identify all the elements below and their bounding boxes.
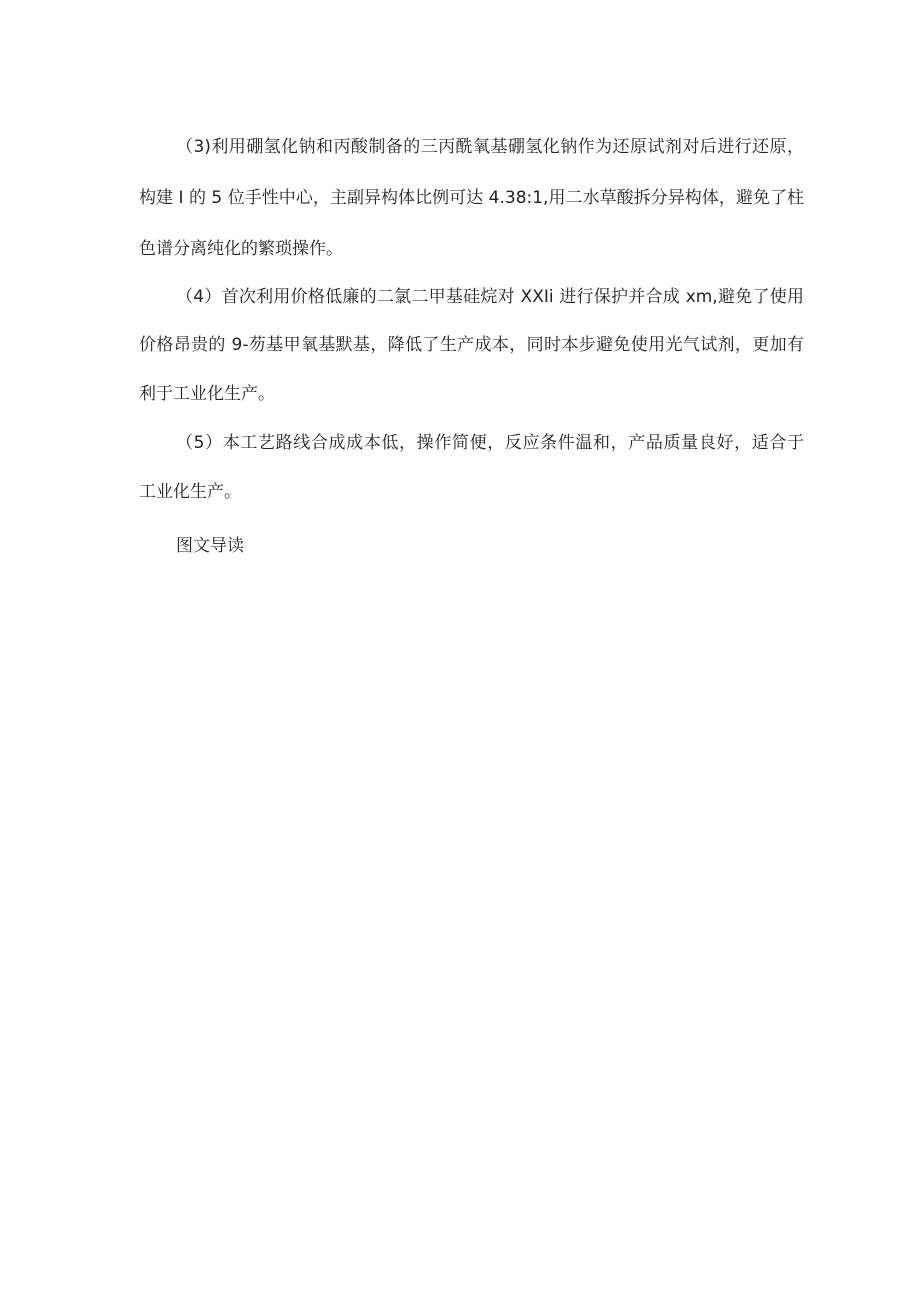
paragraph-line: （5）本工艺路线合成成本低，操作简便，反应条件温和，产品质量良好，适合于 — [176, 433, 804, 453]
paragraph-line: 利于工业化生产。 — [139, 384, 275, 404]
paragraph-line: 价格昂贵的 9-芴基甲氧基默基，降低了生产成本，同时本步避免使用光气试剂，更加有 — [139, 335, 804, 355]
paragraph-line: 工业化生产。 — [139, 482, 241, 502]
paragraph-line: （4）首次利用价格低廉的二氯二甲基硅烷对 XXIi 进行保护并合成 xm,避免了使用 — [176, 287, 804, 307]
paragraph-line: 色谱分离纯化的繁琐操作。 — [139, 239, 343, 259]
paragraph-line: 构建 I 的 5 位手性中心，主副异构体比例可达 4.38:1,用二水草酸拆分异构体，避免了柱 — [139, 188, 804, 208]
paragraph-line: （3)利用硼氢化钠和丙酸制备的三丙酰氧基硼氢化钠作为还原试剂对后进行还原， — [176, 137, 804, 157]
section-heading: 图文导读 — [176, 536, 244, 556]
